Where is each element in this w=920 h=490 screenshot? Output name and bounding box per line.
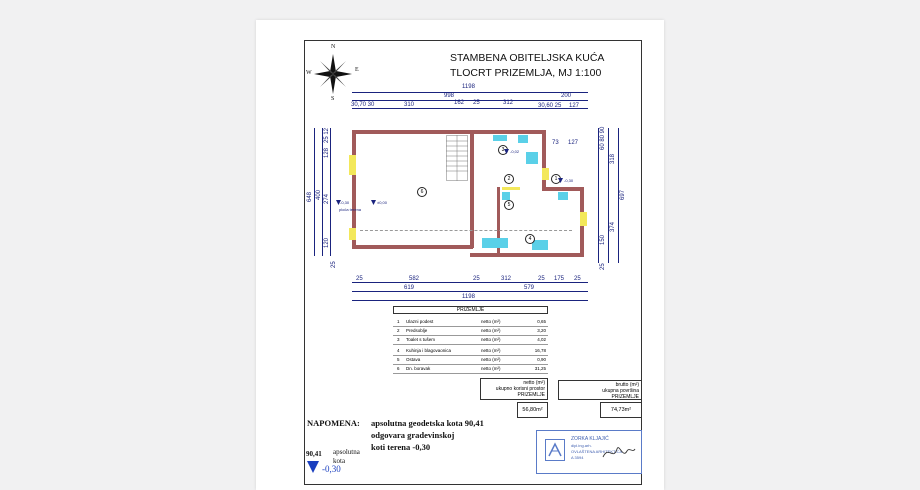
level-marker-icon: [307, 460, 319, 472]
row-number: 6: [397, 366, 400, 371]
stamp-line: OVLAŠTENA ARHITEKTICA: [571, 449, 623, 454]
note-line-1: apsolutna geodetska kota 90,41: [371, 418, 484, 428]
dim-line-right-total: [618, 128, 619, 263]
netto-line-2: ukupno korisni prostor: [495, 386, 545, 392]
elevation-toilet: -0,02: [510, 149, 520, 154]
drawing-sheet: [256, 20, 664, 490]
dim-line-bottom-total: [352, 300, 588, 301]
room-number-4: 4: [525, 234, 535, 244]
dim-line-left-outer: [314, 128, 315, 256]
row-number: 4: [397, 348, 400, 353]
window-west-1: [349, 155, 356, 175]
room-number-3: 3: [498, 145, 508, 155]
dim-line-left-inner: [322, 128, 323, 256]
dim-top-b: 200: [561, 93, 572, 99]
dim-line-bottom-segs: [352, 282, 588, 283]
staircase: [446, 135, 468, 181]
dim-left-outer: 648: [307, 191, 313, 202]
dim-bottom-seg-2: 582: [409, 276, 420, 282]
table-row: [393, 318, 548, 327]
row-number: 1: [397, 319, 400, 324]
dim-left-seg-3: 274: [324, 193, 330, 204]
wall-bottom-left: [352, 245, 473, 249]
compass-n: N: [331, 44, 336, 50]
table-row: [393, 336, 548, 345]
table-heading: PRIZEMLJE: [393, 306, 548, 314]
window-north-kitchen: [502, 187, 520, 190]
row-name: Toalet s tušem: [406, 337, 436, 342]
window-east-2: [580, 212, 587, 226]
brutto-total: 74,73m²: [600, 402, 642, 418]
dim-bottom-total: 1198: [462, 294, 475, 300]
architect-stamp: [536, 430, 642, 474]
compass-e: E: [355, 67, 359, 73]
dim-line-right-mid: [608, 128, 609, 263]
stamp-name: ZORKA KLJAJIĆ: [571, 436, 609, 442]
stamp-logo-icon: [545, 439, 565, 461]
row-number: 2: [397, 328, 400, 333]
dim-bottom-seg-1: 25: [356, 276, 363, 282]
dim-right-seg-5: 25: [600, 263, 606, 270]
dim-left-seg-5: 25: [331, 261, 337, 268]
pantry-shelf: [502, 192, 510, 200]
brutto-line-1: brutto (m²): [615, 382, 639, 388]
table-row: [393, 347, 548, 356]
dim-top-seg-4: 25: [473, 100, 480, 106]
dim-top-total: 1198: [462, 84, 475, 90]
brutto-summary-box: [558, 380, 642, 400]
row-unit: netto (m²): [481, 357, 501, 362]
window-east-1: [542, 168, 549, 180]
note-label: NAPOMENA:: [307, 418, 360, 428]
compass-s: S: [331, 96, 335, 102]
dim-bottom-seg-4: 312: [501, 276, 512, 282]
row-value: 3,20: [537, 328, 546, 333]
room-number-2: 2: [504, 174, 514, 184]
row-unit: netto (m²): [481, 328, 501, 333]
title-line-2: TLOCRT PRIZEMLJA, MJ 1:100: [450, 67, 602, 79]
row-unit: netto (m²): [481, 319, 501, 324]
row-value: 31,25: [534, 366, 546, 371]
kitchen-counter: [532, 240, 548, 250]
toilet: [518, 135, 528, 143]
dim-right-seg-3: 374: [610, 221, 616, 232]
row-value: 4,02: [537, 337, 546, 342]
dim-top-seg-2: 310: [404, 102, 415, 108]
dim-top-seg-5: 312: [503, 100, 514, 106]
title-line-1: STAMBENA OBITELJSKA KUĆA: [450, 52, 605, 64]
dim-right-seg-2: 318: [610, 153, 616, 164]
stamp-number: A 3594: [571, 455, 584, 460]
dim-left-inner: 400: [316, 189, 322, 200]
dim-bottom-seg-7: 25: [574, 276, 581, 282]
wall-bottom-right: [470, 253, 584, 257]
row-name: Ulazni podest: [406, 319, 434, 324]
netto-line-3: PRIZEMLJE: [517, 392, 545, 398]
dim-top-seg-7: 127: [569, 103, 580, 109]
dim-left-seg-2: 128: [324, 147, 330, 158]
legend-label-1: apsolutna: [333, 448, 360, 456]
brutto-line-3: PRIZEMLJE: [611, 394, 639, 400]
row-name: Ostava: [406, 357, 421, 362]
dim-inner-127: 127: [568, 140, 579, 146]
wall-top-extension: [542, 187, 583, 191]
table-row: [393, 327, 548, 336]
dim-line-right-segs: [598, 128, 599, 263]
bathroom-sink: [493, 135, 507, 141]
row-unit: netto (m²): [481, 366, 501, 371]
row-name: Kuhinja i blagovaonica: [406, 348, 452, 353]
section-line: [360, 230, 572, 231]
dim-bottom-seg-6: 175: [554, 276, 565, 282]
signature: [601, 441, 637, 463]
compass-rose-icon: [312, 50, 354, 98]
room-number-5: 5: [504, 200, 514, 210]
dining-table: [482, 238, 508, 248]
dim-left-seg-1: 25 12: [324, 127, 330, 143]
dim-inner-73: 73: [552, 140, 559, 146]
netto-summary-box: [480, 378, 548, 400]
dim-line-left-segs: [330, 128, 331, 256]
elevation-outside: -0,30: [340, 200, 350, 205]
dim-right-total: 697: [620, 189, 626, 200]
row-value: 0,90: [537, 357, 546, 362]
elevation-entrance: -0,30: [564, 178, 574, 183]
row-unit: netto (m²): [481, 337, 501, 342]
dim-left-seg-4: 120: [324, 237, 330, 248]
row-name: Dn. boravak: [406, 366, 431, 371]
table-row: [393, 365, 548, 374]
room-number-6: 6: [417, 187, 427, 197]
elevation-living: ±0,00: [377, 200, 387, 205]
kitchen-sink: [558, 192, 568, 200]
wall-right-upper: [542, 130, 546, 190]
row-number: 3: [397, 337, 400, 342]
note-line-2: odgovara gradevinskoj: [371, 430, 455, 440]
dim-top-seg-3: 162: [454, 100, 465, 106]
dim-bottom-mid-b: 579: [524, 285, 535, 291]
row-name: Predsoblje: [406, 328, 428, 333]
dim-top-a: 998: [444, 93, 455, 99]
netto-total: 56,80m²: [517, 402, 548, 418]
wall-top-main: [352, 130, 544, 134]
dim-line-top-ab: [352, 100, 588, 101]
dim-bottom-seg-5: 25: [538, 276, 545, 282]
dim-bottom-seg-3: 25: [473, 276, 480, 282]
dim-right-seg-1: 60 80 90: [600, 126, 606, 150]
row-unit: netto (m²): [481, 348, 501, 353]
legend-relative: -0,30: [322, 464, 341, 474]
row-value: 0,65: [537, 319, 546, 324]
dim-right-seg-4: 150: [600, 234, 606, 245]
dim-top-seg-6: 30,60 25: [538, 103, 562, 109]
window-west-2: [349, 228, 356, 240]
shower: [526, 152, 538, 164]
elevation-ground: ploča terena: [339, 207, 362, 212]
stamp-title: dipl.ing.arh.: [571, 443, 592, 448]
row-number: 5: [397, 357, 400, 362]
compass-w: W: [306, 70, 312, 76]
dim-line-top-total: [352, 92, 588, 93]
dim-line-bottom-mid: [352, 291, 588, 292]
netto-line-1: netto (m²): [523, 380, 545, 386]
dim-bottom-mid-a: 619: [404, 285, 415, 291]
legend-label-2: kota: [333, 457, 346, 465]
brutto-line-2: ukupna površina: [602, 388, 639, 394]
row-value: 16,78: [534, 348, 546, 353]
legend-value: 90,41: [306, 450, 322, 458]
room-number-1: 1: [551, 174, 561, 184]
note-line-3: koti terena -0,30: [371, 442, 431, 452]
table-row: [393, 356, 548, 365]
dim-top-seg-1: 30,70 30: [351, 102, 375, 108]
